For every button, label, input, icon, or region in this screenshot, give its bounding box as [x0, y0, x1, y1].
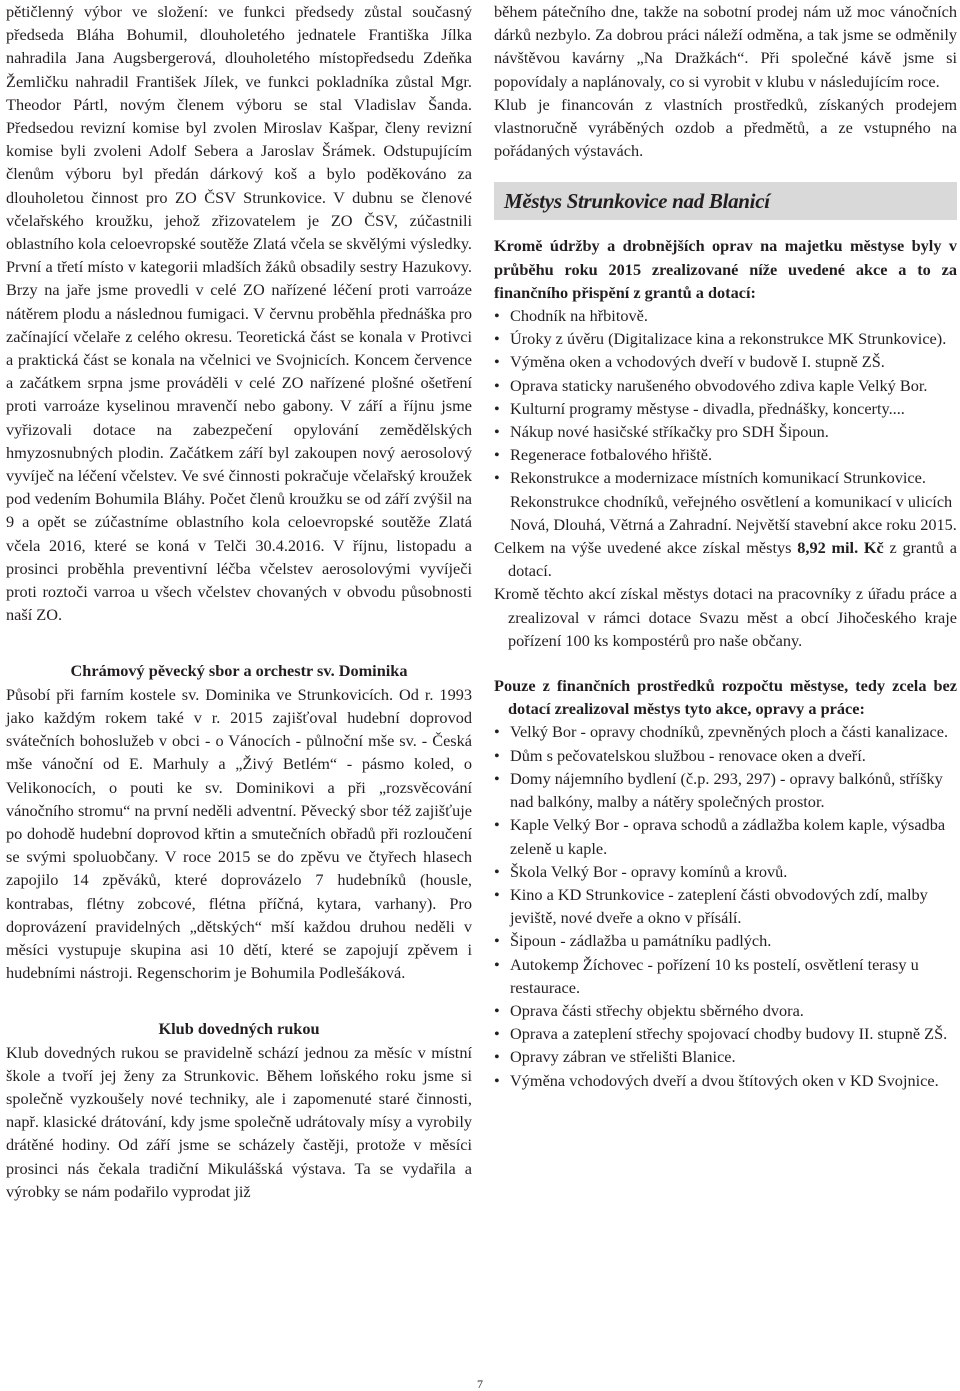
list-item: • Dům s pečovatelskou službou - renovace oken a dveří.	[494, 744, 957, 767]
left-column	[6, 0, 472, 1203]
spacer	[6, 984, 472, 1017]
total-pre: Celkem na výše uvedené akce získal městys	[494, 538, 798, 558]
list-item: • Kino a KD Strunkovice - zateplení části obvodových zdí, malby jeviště, nové dveře a okno v přísálí.	[494, 883, 957, 929]
choir-paragraph: Působí při farním kostele sv. Dominika ve Strunkovicích. Od r. 1993 jako každým rokem také v r. 2015 zajišťoval hudební doprovod svátečních bohoslužeb v obci - o Vánocích - půlnoční mše sv. - Česká mše vánoční od E. Marhuly a „Živý Betlém“ - pásmo koled, o Velikonocích, o pouti ke sv. Dominikovi a při „rozsvěcování vánočního stromu“ na první neděli adventní. Pěvecký sbor též zajišťuje po dohodě hudební doprovod křtin a smutečních obřadů při rozloučení se svými spoluobčany. V roce 2015 se do zpěvu ve čtyřech hlasech zapojilo 14 zpěváků, které doprovázelo 7 hudebníků (housle, kontrabas, flétny zobcové, flétna příčná, kytara, varhany). Pro doprovázení pravidelných „dětských“ mší každou druhou neděli v měsíci vystupuje skupina asi 10 dětí, které se zapojují zpěvem i hudebními nástroji. Regenschorim je Bohumila Podlešáková.	[6, 684, 472, 983]
club-heading: Klub dovedných rukou	[158, 1019, 320, 1039]
list-item: • Oprava staticky narušeného obvodového zdiva kaple Velký Bor.	[494, 374, 957, 397]
list-item: • Opravy zábran ve střelišti Blanice.	[494, 1045, 957, 1068]
list-item: • Oprava a zateplení střechy spojovací chodby budovy II. stupně ZŠ.	[494, 1022, 957, 1045]
list-item: • Velký Bor - opravy chodníků, zpevněných ploch a části kanalizace.	[494, 720, 957, 743]
list-item: • Regenerace fotbalového hřiště.	[494, 443, 957, 466]
list-item: • Domy nájemního bydlení (č.p. 293, 297) - opravy balkónů, stříšky nad balkóny, malby a nátěry společných prostor.	[494, 767, 957, 813]
page-number: 7	[477, 1377, 483, 1391]
right-column	[494, 0, 957, 1092]
list-item: • Chodník na hřbitově.	[494, 304, 957, 327]
list-item: • Šipoun - zádlažba u památníku padlých.	[494, 929, 957, 952]
list-item: • Nákup nové hasičské stříkačky pro SDH Šipoun.	[494, 420, 957, 443]
budget-list	[494, 720, 957, 1091]
spacer	[494, 652, 957, 674]
total-paragraph	[494, 536, 957, 582]
spacer	[6, 626, 472, 659]
choir-heading: Chrámový pěvecký sbor a orchestr sv. Dominika	[70, 661, 408, 681]
list-item: • Úroky z úvěru (Digitalizace kina a rekonstrukce MK Strunkovice).	[494, 327, 957, 350]
list-item: • Rekonstrukce a modernizace místních komunikací Strunkovice. Rekonstrukce chodníků, veřejného osvětlení a komunikací v ulicích Nová, Dlouhá, Větrná a Zahradní. Největší stavební akce roku 2015.	[494, 466, 957, 536]
list-item: • Oprava části střechy objektu sběrného dvora.	[494, 999, 957, 1022]
budget-intro: Pouze z finančních prostředků rozpočtu městyse, tedy zcela bez dotací zrealizoval městys tyto akce, opravy a práce:	[494, 676, 957, 719]
list-item: • Výměna vchodových dveří a dvou štítových oken v KD Svojnice.	[494, 1069, 957, 1092]
club-paragraph: Klub dovedných rukou se pravidelně schází jednou za měsíc v místní škole a tvoří jej ženy za Strunkovic. Během loňského roku jsme si společně vyzkoušely nové techniky, ale i zapomenuté staré činnosti, např. klasické drátování, kdy jsme společně udrátovaly mísy a vyrobily drátěné hodiny. Od září jsme se scházely častěji, protože v měsíci prosinci nás čekala tradiční Mikulášská výstava. Ta se vydařila a výrobky se nám podařilo vyprodat již	[6, 1042, 472, 1201]
section-title: Městys Strunkovice nad Blanicí	[494, 182, 957, 220]
grants-list	[494, 304, 957, 536]
total-amount: 8,92 mil. Kč	[797, 538, 884, 558]
list-item: • Kulturní programy městyse - divadla, přednášky, koncerty....	[494, 397, 957, 420]
list-item: • Škola Velký Bor - opravy komínů a krovů.	[494, 860, 957, 883]
extra-paragraph: Kromě těchto akcí získal městys dotaci na pracovníky z úřadu práce a zrealizoval v rámci dotace Svazu měst a obcí Jihočeského kraje pořízení 100 ks kompostérů pro naše občany.	[494, 584, 957, 650]
list-item: • Kaple Velký Bor - oprava schodů a zádlažba kolem kaple, výsadba zeleně u kaple.	[494, 813, 957, 859]
total-post: z grantů a dotací.	[508, 538, 958, 581]
grants-intro: Kromě údržby a drobnějších oprav na majetku městyse byly v průběhu roku 2015 zrealizované níže uvedené akce a to za finančního přispění z grantů a dotací:	[494, 236, 957, 302]
beekeepers-paragraph: pětičlenný výbor ve složení: ve funkci předsedy zůstal současný předseda Bláha Bohumil, dlouholetého jednatele Františka Jílka nahradila Jana Augsbergerová, dlouholetého místopředsedu Zdeňka Žemličku nahradil František Jílek, ve funkci pokladníka zůstal Mgr. Theodor Pártl, novým členem výboru se stal Vladislav Šanda. Předsedou revizní komise byl zvolen Miroslav Kašpar, členy revizní komise byli zvoleni Adolf Sebera a Jaroslav Šrámek. Odstupujícím členům výboru byl předán dárkový koš a bylo poděkováno za dlouholetou činnost pro ZO ČSV Strunkovice. V dubnu se členové včelařského kroužku, jehož zřizovatelem je ZO ČSV, zúčastnili oblastního kola celoevropské soutěže Zlatá včela se skvělými výsledky. První a třetí místo v kategorii mladších žáků obsadily sestry Hazukovy. Brzy na jaře jsme provedli v celé ZO nařízené léčení proti varroáze nátěrem plodu a následnou fumigaci. V červnu proběhla přednáška pro začínající včelaře z celého okresu. Teoretická část se konala v Protivci a praktická část se konala na včelnici ve Svojnicích. Koncem července a začátkem srpna jsme prováděli v celé ZO nařízené plošné ošetření proti varroáze kyselinou mravenčí nebo gabony. V září a říjnu jsme vyřizovali dotace na zabezpečení opylování zemědělských hmyzosnubných plodin. Začátkem září byl zakoupen nový aerosolový vyvíječ na léčení včelstev. Ve své činnosti pokračuje včelařský kroužek pod vedením Bohumila Bláhy. Počet členů kroužku se od září zvýšil na 9 a opět se zúčastníme oblastního kola celoevropské soutěže Zlatá včela 2016, které se koná v Telči 30.4.2016. V říjnu, listopadu a prosinci proběhla preventivní léčba včelstev aerosolovými vyvíječi proti roztoči varroa u všech včelstev chovaných v obvodu působnosti naší ZO.	[6, 2, 472, 625]
club-financing-paragraph: Klub je financován z vlastních prostředků, získaných prodejem vlastnoručně vyráběných ozdob a předmětů, a ze vstupného na pořádaných výstavách.	[494, 94, 957, 161]
list-item: • Autokemp Žíchovec - pořízení 10 ks postelí, osvětlení terasy u restaurace.	[494, 953, 957, 999]
list-item: • Výměna oken a vchodových dveří v budově I. stupně ZŠ.	[494, 350, 957, 373]
club-continuation-paragraph: během pátečního dne, takže na sobotní prodej nám už moc vánočních dárků nezbylo. Za dobrou práci náleží odměna, a tak jsme se odměnily návštěvou kavárny „Na Dražkách“. Při společné kávě jsme si popovídaly a naplánovaly, co si vyrobit v klubu v následujícím roce.	[494, 2, 957, 91]
